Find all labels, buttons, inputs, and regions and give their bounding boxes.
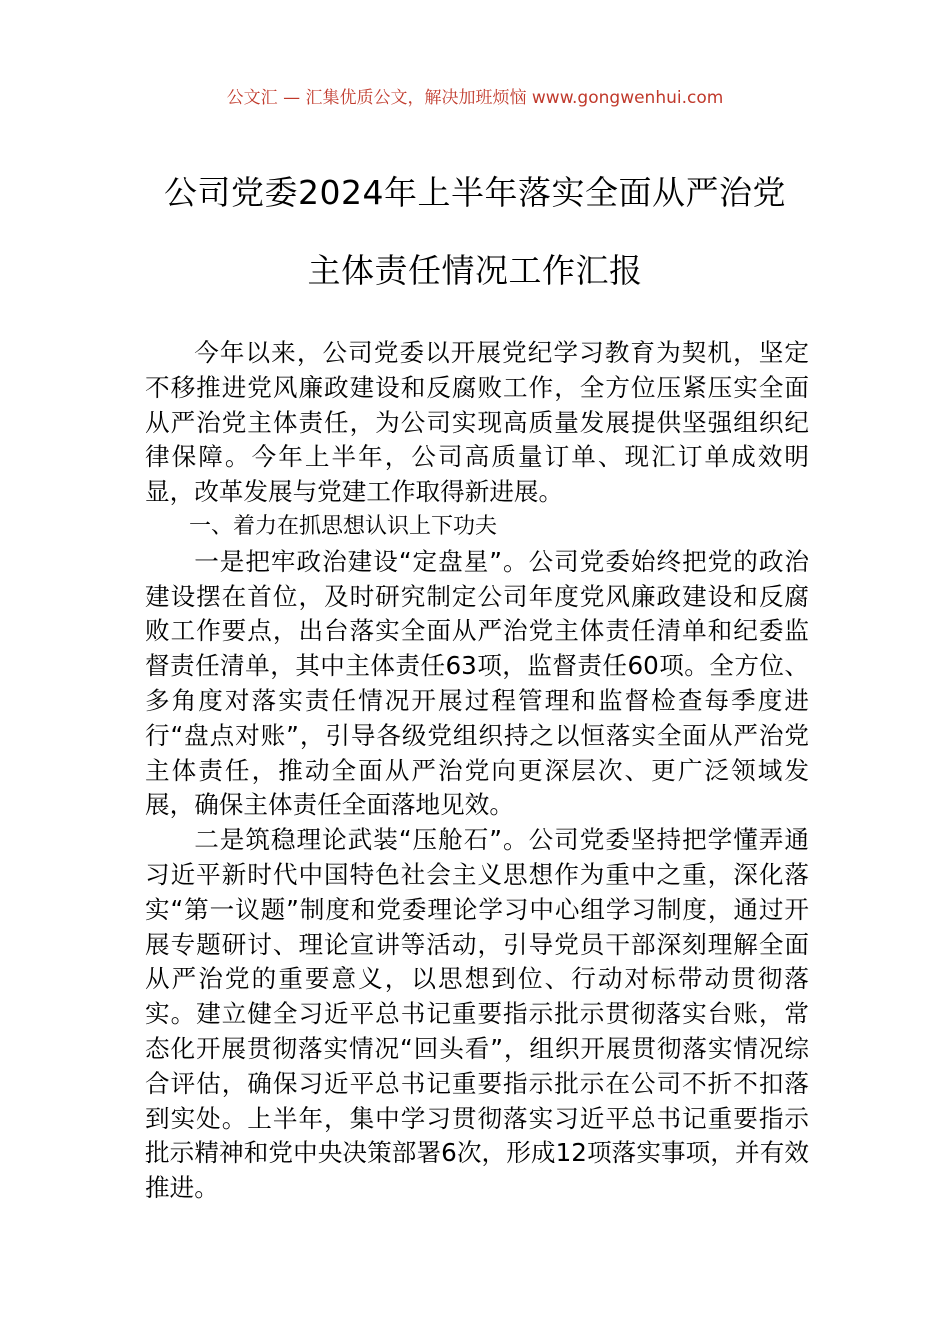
paragraph-1: 一是把牢政治建设“定盘星”。公司党委始终把党的政治建设摆在首位，及时研究制定公司年度党风廉政建设和反腐败工作要点，出台落实全面从严治党主体责任清单和纪委监督责任清单，其中主体责任63项，监督责任60项。全方位、多角度对落实责任情况开展过程管理和监督检查每季度进行“盘点对账”，引导各级党组织持之以恒落实全面从严治党主体责任，推动全面从严治党向更深层次、更广泛领域发展，确保主体责任全面落地见效。: [145, 546, 809, 820]
paragraph-2: 二是筑稳理论武装“压舱石”。公司党委坚持把学懂弄通习近平新时代中国特色社会主义思想作为重中之重，深化落实“第一议题”制度和党委理论学习中心组学习制度，通过开展专题研讨、理论宣讲等活动，引导党员干部深刻理解全面从严治党的重要意义，以思想到位、行动对标带动贯彻落实。建立健全习近平总书记重要指示批示贯彻落实台账，常态化开展贯彻落实情况“回头看”，组织开展贯彻落实情况综合评估，确保习近平总书记重要指示批示在公司不折不扣落到实处。上半年，集中学习贯彻落实习近平总书记重要指示批示精神和党中央决策部署6次，形成12项落实事项，并有效推进。: [145, 825, 809, 1203]
document-body: [145, 336, 809, 1206]
section-heading-1: 一、着力在抓思想认识上下功夫: [189, 513, 498, 539]
watermark-header[interactable]: 公文汇 — 汇集优质公文，解决加班烦恼 www.gongwenhui.com: [226, 88, 724, 108]
intro-paragraph: 今年以来，公司党委以开展党纪学习教育为契机，坚定不移推进党风廉政建设和反腐败工作，全方位压紧压实全面从严治党主体责任，为公司实现高质量发展提供坚强组织纪律保障。今年上半年，公司高质量订单、现汇订单成效明显，改革发展与党建工作取得新进展。: [145, 338, 809, 507]
title-line-1: 公司党委2024年上半年落实全面从严治党: [164, 173, 786, 212]
title-line-2: 主体责任情况工作汇报: [307, 251, 643, 290]
document-title: [100, 154, 850, 310]
